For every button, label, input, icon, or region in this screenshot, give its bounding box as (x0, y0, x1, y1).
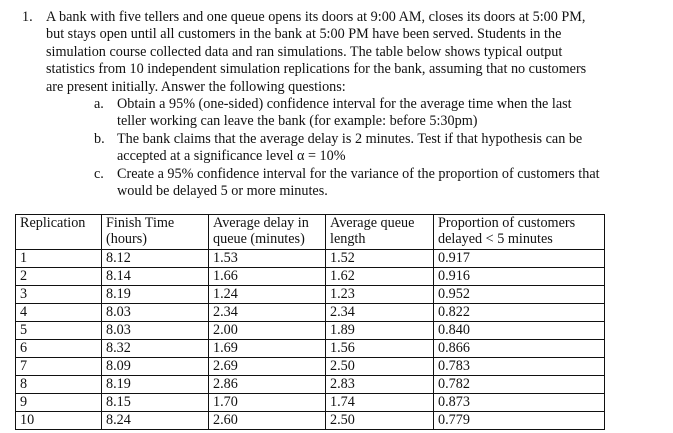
table-cell: 2 (16, 268, 102, 286)
table-cell: 8.03 (102, 304, 209, 322)
table-cell: 8.19 (102, 286, 209, 304)
table-cell: 1.23 (326, 286, 434, 304)
table-cell: 0.952 (434, 286, 605, 304)
table-cell: 8.15 (102, 394, 209, 412)
part-text: Create a 95% confidence interval for the variance of the proportion of customers that would be delayed 5 or more minutes. (117, 165, 600, 200)
header-avg-delay: Average delay in queue (minutes) (209, 215, 326, 250)
part-b (94, 130, 602, 166)
header-proportion: Proportion of customers delayed < 5 minutes (434, 215, 605, 250)
table-cell: 5 (16, 322, 102, 340)
part-c (94, 165, 602, 201)
table-cell: 0.840 (434, 322, 605, 340)
table-cell: 4 (16, 304, 102, 322)
table-cell: 0.873 (434, 394, 605, 412)
table-row (16, 340, 605, 358)
table-cell: 1.70 (209, 394, 326, 412)
table-cell: 0.866 (434, 340, 605, 358)
table-header-row (16, 215, 605, 250)
table-cell: 2.69 (209, 358, 326, 376)
table-cell: 2.50 (326, 412, 434, 430)
table-cell: 0.779 (434, 412, 605, 430)
table-cell: 2.86 (209, 376, 326, 394)
table-cell: 9 (16, 394, 102, 412)
part-label: a. (94, 96, 104, 113)
table-cell: 8.09 (102, 358, 209, 376)
table-cell: 1.69 (209, 340, 326, 358)
table-cell: 1 (16, 250, 102, 268)
table-row (16, 286, 605, 304)
table-cell: 1.89 (326, 322, 434, 340)
table-cell: 8.14 (102, 268, 209, 286)
table-cell: 1.52 (326, 250, 434, 268)
part-label: b. (94, 130, 105, 147)
results-table (15, 214, 605, 430)
table-row (16, 394, 605, 412)
table-row (16, 358, 605, 376)
table-cell: 2.50 (326, 358, 434, 376)
table-cell: 8.24 (102, 412, 209, 430)
table-row (16, 268, 605, 286)
table-cell: 6 (16, 340, 102, 358)
table-cell: 1.56 (326, 340, 434, 358)
table-row (16, 376, 605, 394)
table-cell: 0.822 (434, 304, 605, 322)
table-cell: 8.12 (102, 250, 209, 268)
part-text: Obtain a 95% (one-sided) confidence interval for the average time when the last teller working can leave the bank (for example: before 5:30pm) (117, 96, 572, 130)
part-a (94, 96, 602, 131)
table-cell: 2.34 (209, 304, 326, 322)
header-avg-queue: Average queue length (326, 215, 434, 250)
header-finish-time: Finish Time (hours) (102, 215, 209, 250)
table-cell: 0.782 (434, 376, 605, 394)
table-cell: 2.00 (209, 322, 326, 340)
table-cell: 8 (16, 376, 102, 394)
question (22, 9, 602, 200)
question-text: A bank with five tellers and one queue opens its doors at 9:00 AM, closes its doors at 5:00 PM, but stays open until all customers in the bank at 5:00 PM have been served. Students in the simulation course collected data and ran simulations. The table below shows typical output statistics from 10 independent simulation replications for the bank, assuming that no customers are present initially. Answer the following questions: (46, 9, 587, 95)
table-row (16, 250, 605, 268)
table-row (16, 304, 605, 322)
header-replication: Replication (16, 215, 102, 250)
table-cell: 8.19 (102, 376, 209, 394)
table-row (16, 322, 605, 340)
table-cell: 2.34 (326, 304, 434, 322)
table-cell: 0.783 (434, 358, 605, 376)
table-cell: 1.62 (326, 268, 434, 286)
table-cell: 8.32 (102, 340, 209, 358)
question-number: 1. (22, 9, 33, 25)
table-cell: 2.60 (209, 412, 326, 430)
table-cell: 2.83 (326, 376, 434, 394)
part-text: The bank claims that the average delay is 2 minutes. Test if that hypothesis can be accepted at a significance level α = 10% (117, 130, 583, 165)
table-cell: 1.66 (209, 268, 326, 286)
table-cell: 8.03 (102, 322, 209, 340)
table-cell: 0.916 (434, 268, 605, 286)
table-cell: 1.53 (209, 250, 326, 268)
table-cell: 3 (16, 286, 102, 304)
table-cell: 0.917 (434, 250, 605, 268)
table-cell: 10 (16, 412, 102, 430)
table-row (16, 412, 605, 430)
table-cell: 1.74 (326, 394, 434, 412)
table-cell: 1.24 (209, 286, 326, 304)
table-cell: 7 (16, 358, 102, 376)
part-label: c. (94, 165, 104, 182)
